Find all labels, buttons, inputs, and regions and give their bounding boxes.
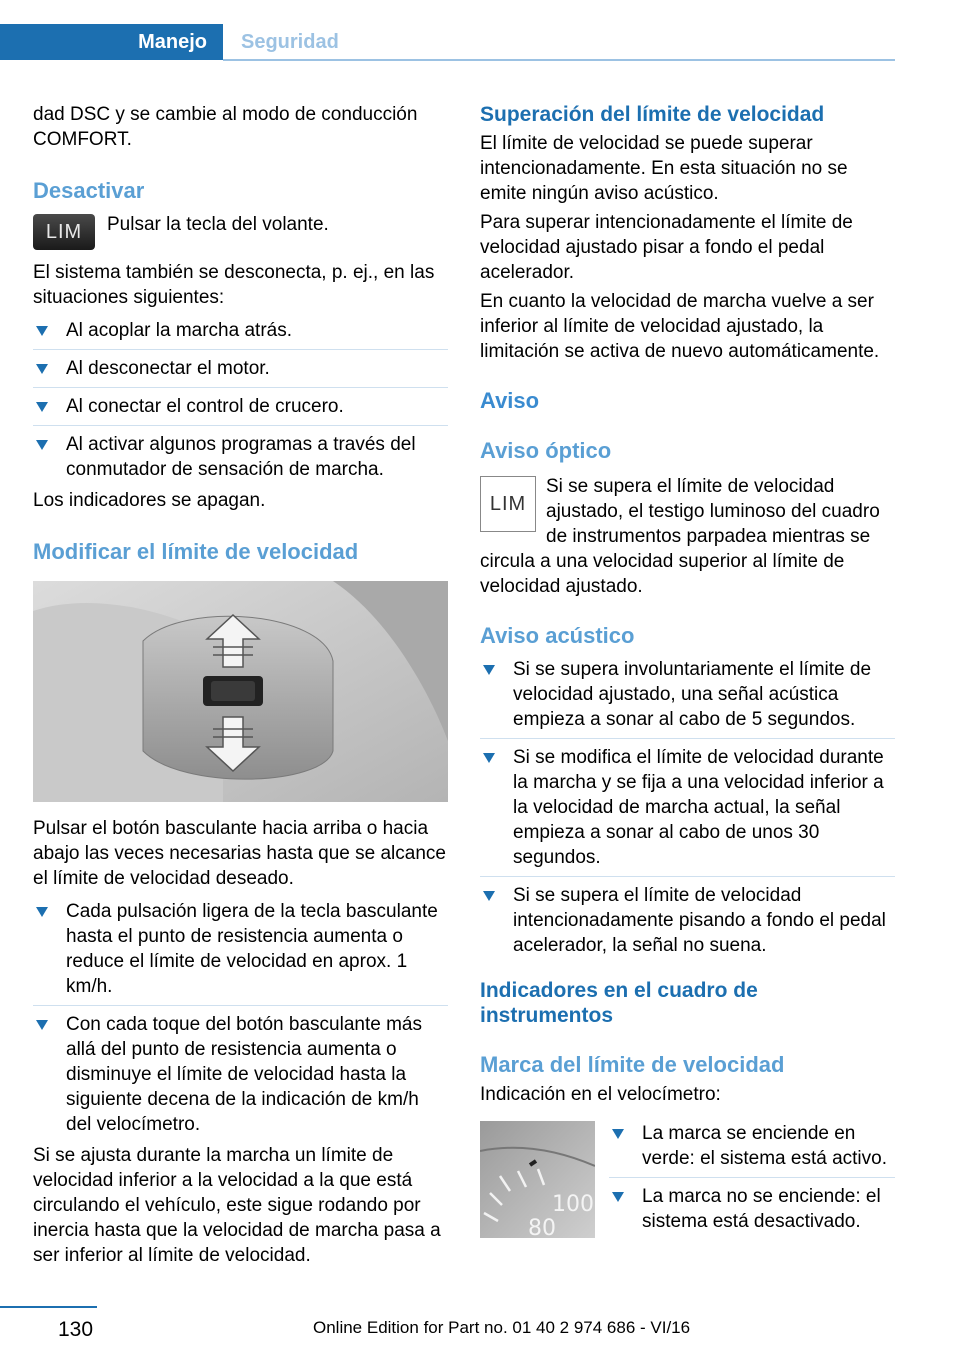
indicators-heading: Indicadores en el cuadro de instrumentos <box>480 979 758 1027</box>
desactivar-text: Pulsar la tecla del volante. <box>107 214 329 235</box>
list-item: La marca se enciende en verde: el sistema está activo. <box>609 1121 895 1171</box>
system-text: El sistema también se desconecta, p. ej., en las situaciones siguientes: <box>33 262 435 308</box>
optico-heading: Aviso óptico <box>480 438 612 463</box>
right-column <box>480 102 895 1238</box>
speedo-label-100: 100 <box>552 1192 594 1217</box>
left-column <box>33 102 448 1268</box>
speedo-label-80: 80 <box>528 1216 556 1238</box>
list-item: La marca no se enciende: el sistema está desactivado. <box>609 1177 895 1234</box>
list-item: Al acoplar la marcha atrás. <box>33 318 448 343</box>
list-item: Si se supera involuntariamente el límite de velocidad ajustado, una señal acústica empieza a sonar al cabo de 5 segundos. <box>480 657 895 732</box>
exceed-text-1: El límite de velocidad se puede superar intencionadamente. En esta situación no se emite ningún aviso acústico. <box>480 133 848 204</box>
inertia-text: Si se ajusta durante la marcha un límite de velocidad inferior a la velocidad a la que está circulando el vehículo, este sigue rodando por inercia hasta que la velocidad de marcha pasa a ser inferior al límite de velocidad. <box>33 1145 441 1266</box>
steering-wheel-rocker-image <box>33 581 448 802</box>
mark-intro: Indicación en el velocímetro: <box>480 1084 721 1105</box>
exceed-text-2: Para superar intencionadamente el límite de velocidad ajustado pisar a fondo el pedal acelerador. <box>480 212 853 283</box>
tab-underline <box>223 59 895 61</box>
list-item: Con cada toque del botón basculante más allá del punto de resistencia aumenta o disminuye el límite de velocidad hasta la siguiente decena de la indicación de km/h del velocímetro. <box>33 1005 448 1137</box>
list-item: Si se modifica el límite de velocidad durante la marcha y se fija a una velocidad inferior a la velocidad de marcha actual, la señal empieza a sonar al cabo de unos 30 segundos. <box>480 738 895 870</box>
list-item: Al desconectar el motor. <box>33 349 448 381</box>
speedometer-image <box>480 1121 595 1238</box>
aviso-heading: Aviso <box>480 388 540 413</box>
list-item: Cada pulsación ligera de la tecla basculante hasta el punto de resistencia aumenta o reduce el límite de velocidad en aprox. 1 km/h. <box>33 899 448 999</box>
mark-heading: Marca del límite de velocidad <box>480 1052 785 1077</box>
footer-line <box>0 1306 97 1308</box>
modify-heading: Modificar el límite de velocidad <box>33 539 359 564</box>
lim-indicator-icon: LIM <box>480 476 536 532</box>
acustico-heading: Aviso acústico <box>480 623 635 648</box>
rocker-text: Pulsar el botón basculante hacia arriba o hacia abajo las veces necesarias hasta que se alcance el límite de velocidad deseado. <box>33 818 446 889</box>
desactivar-block <box>33 212 448 250</box>
exceed-heading: Superación del límite de velocidad <box>480 103 825 126</box>
page-number: 130 <box>58 1318 94 1341</box>
indicators-off-text: Los indicadores se apagan. <box>33 490 266 511</box>
tab-manejo[interactable]: Manejo <box>0 24 223 60</box>
list-item: Si se supera el límite de velocidad intencionadamente pisando a fondo el pedal acelerador, la señal no suena. <box>480 876 895 958</box>
situations-list <box>33 318 448 482</box>
rocker-list <box>33 899 448 1137</box>
exceed-text-3: En cuanto la velocidad de marcha vuelve a ser inferior al límite de velocidad ajustado, la limitación se activa de nuevo automáticamente. <box>480 291 880 362</box>
lim-button-icon: LIM <box>33 214 95 250</box>
desactivar-heading: Desactivar <box>33 178 145 203</box>
optico-text: Si se supera el límite de velocidad ajustado, el testigo luminoso del cuadro de instrumentos parpadea mientras se circula a una velocidad superior al límite de velocidad ajustado. <box>480 476 880 597</box>
mark-list <box>609 1121 895 1234</box>
acustico-list <box>480 657 895 958</box>
optico-block <box>480 474 895 599</box>
list-item: Al activar algunos programas a través del conmutador de sensación de marcha. <box>33 425 448 482</box>
header-tabs <box>0 24 895 62</box>
mark-block <box>480 1121 895 1238</box>
list-item: Al conectar el control de crucero. <box>33 387 448 419</box>
edition-text: Online Edition for Part no. 01 40 2 974 686 - VI/16 <box>313 1318 691 1337</box>
tab-seguridad[interactable]: Seguridad <box>241 30 339 53</box>
intro-text: dad DSC y se cambie al modo de conducción COMFORT. <box>33 104 418 150</box>
